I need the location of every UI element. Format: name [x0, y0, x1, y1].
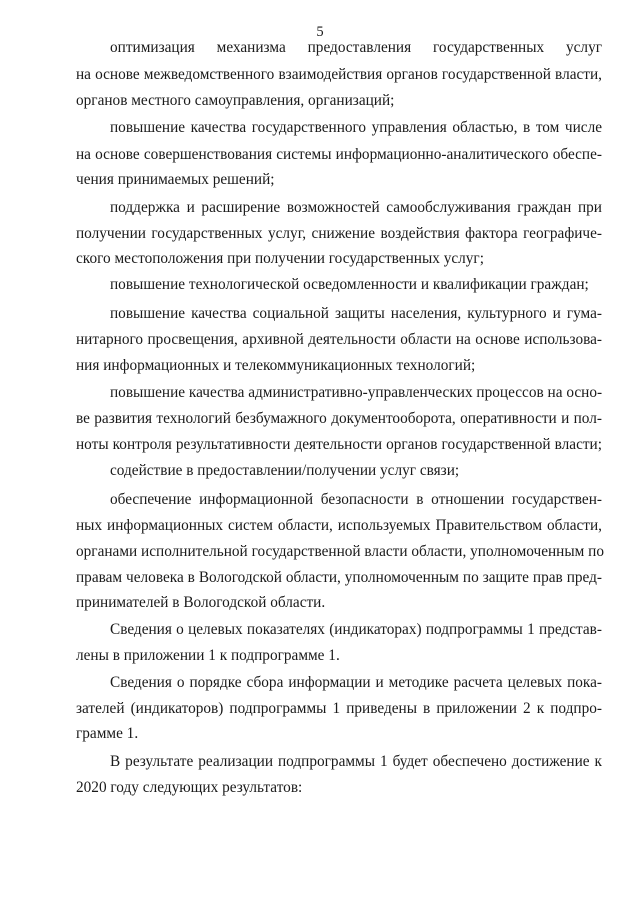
text-line: органами исполнительной государственной власти области, уполномоченным по [76, 543, 604, 560]
text-line: Сведения о целевых показателях (индикаторах) подпрограммы 1 представ- [110, 621, 602, 638]
text-line: ноты контроля результативности деятельности органов государственной власти; [76, 436, 602, 453]
text-line: правам человека в Вологодской области, уполномоченным по защите прав пред- [76, 569, 602, 586]
text-line: повышение качества государственного управления областью, в том числе [110, 119, 602, 136]
text-line: повышение качества административно-управленческих процессов на осно- [110, 384, 603, 401]
page-number: 5 [316, 24, 324, 40]
text-line: органов местного самоуправления, организаций; [76, 92, 395, 109]
text-line: нитарного просвещения, архивной деятельности области на основе использова- [76, 331, 602, 348]
text-line: содействие в предоставлении/получении услуг связи; [110, 462, 460, 479]
text-line: Сведения о порядке сбора информации и методике расчета целевых пока- [110, 674, 602, 691]
text-line: лены в приложении 1 к подпрограмме 1. [76, 647, 340, 664]
text-line: В результате реализации подпрограммы 1 будет обеспечено достижение к [110, 753, 602, 770]
text-line: получении государственных услуг, снижение воздействия фактора географиче- [76, 225, 602, 242]
text-line: чения принимаемых решений; [76, 171, 275, 188]
text-line: зателей (индикаторов) подпрограммы 1 приведены в приложении 2 к подпро- [76, 700, 602, 717]
text-line: обеспечение информационной безопасности в отношении государствен- [110, 491, 602, 508]
text-line: ных информационных систем области, используемых Правительством области, [76, 517, 602, 534]
text-line: принимателей в Вологодской области. [76, 594, 326, 611]
text-line: поддержка и расширение возможностей самообслуживания граждан при [110, 199, 602, 216]
text-line: ского местоположения при получении государственных услуг; [76, 250, 484, 267]
text-line: повышение технологической осведомленности и квалификации граждан; [110, 276, 589, 293]
text-line: на основе совершенствования системы информационно-аналитического обеспе- [76, 146, 602, 163]
text-line: повышение качества социальной защиты населения, культурного и гума- [110, 305, 602, 322]
text-line: ве развития технологий безбумажного документооборота, оперативности и пол- [76, 410, 602, 427]
text-line: оптимизация механизма предоставления государственных услуг [110, 39, 602, 56]
text-line: на основе межведомственного взаимодействия органов государственной власти, [76, 66, 602, 83]
text-line: 2020 году следующих результатов: [76, 779, 303, 796]
text-line: ния информационных и телекоммуникационных технологий; [76, 357, 476, 374]
text-line: грамме 1. [76, 725, 139, 742]
